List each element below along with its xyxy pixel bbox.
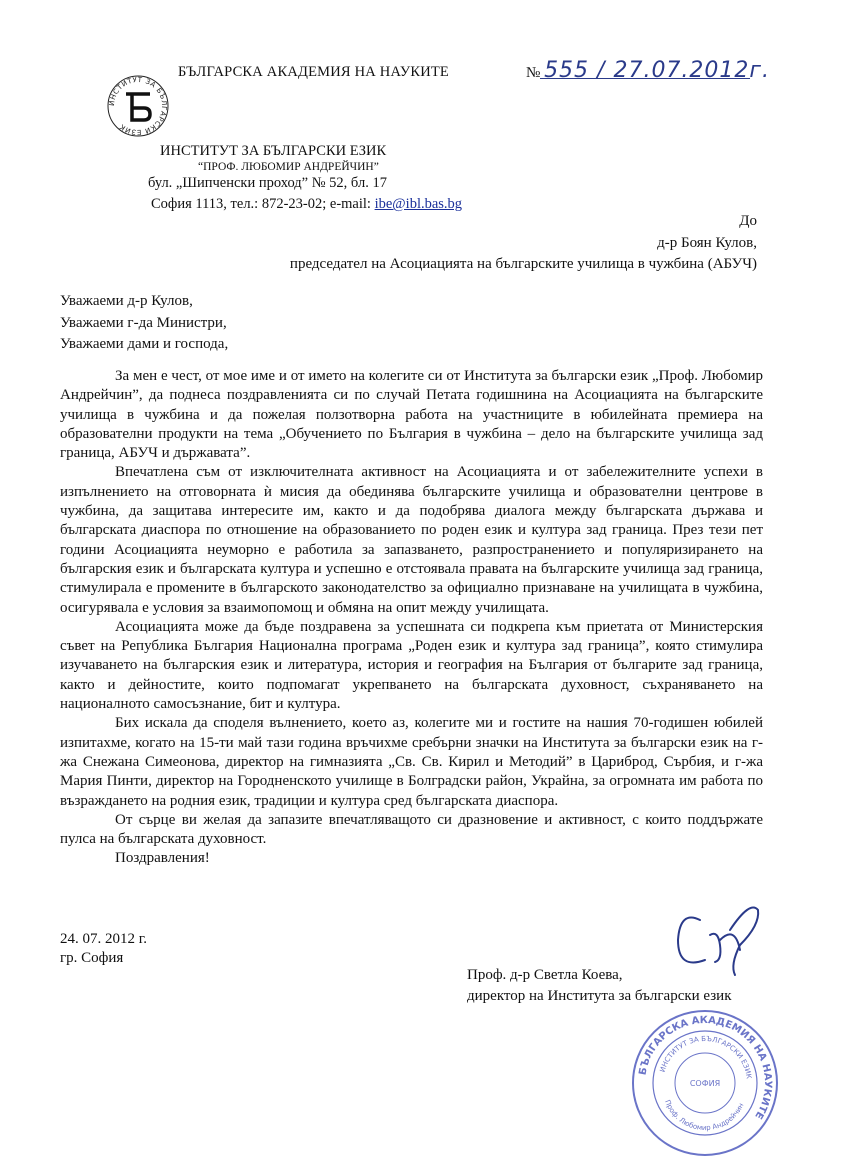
registration-prefix: № bbox=[526, 65, 541, 81]
body-paragraph: Асоциацията може да бъде поздравена за успешната си подкрепа към приетата от Министерския съвет на Република България Национална програма „Роден език и култура зад граница”, която стимулира изучаването на българския език и литература, история и география на България от българите зад граница, както и дейностите, които подпомагат укрепването на българската духовност, съхраняването на националното самосъзнание, бит и култура. bbox=[60, 618, 763, 713]
signer-name: Проф. д-р Светла Коева, bbox=[467, 967, 623, 983]
registration-handwritten: 555 / 27.07.2012г. bbox=[544, 58, 770, 83]
handwritten-signature bbox=[660, 890, 770, 990]
recipient-to: До bbox=[739, 213, 757, 229]
address-line: бул. „Шипченски проход” № 52, бл. 17 bbox=[148, 175, 387, 191]
greeting-line: Уважаеми г-да Министри, bbox=[60, 315, 227, 331]
body-paragraph: Поздравления! bbox=[115, 850, 210, 867]
stamp-center-text: СОФИЯ bbox=[689, 1079, 721, 1088]
registration-underline bbox=[540, 78, 750, 79]
body-paragraph: Бих искала да споделя вълнението, което аз, колегите ми и гостите на нашия 70-годишен юбилей изпитахме, когато на 15-ти май тази година връчихме сребърни значки на Института за български език на г-жа Снежана Симеонова, директор на гимназията „Св. Св. Кирил и Методий” в Цариброд, Сърбия, и г-жа Мария Пинти, директор на Городненското училище в Болградски район, Украйна, за огромната им работа по възраждането на родния език, традиции и култура сред българската диаспора. bbox=[60, 715, 763, 809]
letter-body bbox=[60, 367, 763, 869]
institute-subtitle: “ПРОФ. ЛЮБОМИР АНДРЕЙЧИН” bbox=[198, 161, 379, 173]
official-stamp bbox=[630, 1008, 780, 1158]
contact-line bbox=[151, 196, 462, 213]
registration-number bbox=[526, 58, 770, 83]
body-paragraph: Впечатлена съм от изключителната активност на Асоциацията и от забележителните успехи в изпълнението на отговорната ѝ мисия да обединява българските училища и образователни центрове в чужбина, да защитава интересите им, както и да подобрява диалога между българската държава и българската диаспора по отношение на образованието по роден език и култура зад граница. През тези пет години Асоциацията неуморно е работила за запазването, разпространението и популяризирането на българския език и българската култура и успешно е отстоявала правата на българските училища зад граница, стимулирала е промените в българското законодателство за официално признаване на училищата в чужбина, осигурявала е условия за взаимопомощ и обмяна на опит между училищата. bbox=[60, 464, 763, 616]
signer-title: директор на Института за български език bbox=[467, 988, 732, 1004]
stamp-inner-text: ИНСТИТУТ ЗА БЪЛГАРСКИ ЕЗИК bbox=[658, 1034, 753, 1080]
contact-prefix: София 1113, тел.: 872-23-02; e-mail: bbox=[151, 196, 375, 212]
academy-name: БЪЛГАРСКА АКАДЕМИЯ НА НАУКИТЕ bbox=[178, 64, 449, 80]
letter-date: 24. 07. 2012 г. bbox=[60, 931, 147, 947]
email-link[interactable]: ibe@ibl.bas.bg bbox=[374, 196, 463, 212]
body-paragraph: За мен е чест, от мое име и от името на колегите си от Института за български език „Проф. Любомир Андрейчин”, да поднеса поздравленията си по случай Петата годишнина на Асоциацията на българските училища в чужбина и да пожелая ползотворна работа на участниците в юбилейната премиера на образователни продукти на тема „Обучението по България в чужбина – дело на българските училища зад граница, АБУЧ и държавата”. bbox=[60, 368, 763, 462]
institute-name: ИНСТИТУТ ЗА БЪЛГАРСКИ ЕЗИК bbox=[160, 143, 387, 159]
stamp-ring-text: БЪЛГАРСКА АКАДЕМИЯ НА НАУКИТЕ bbox=[637, 1014, 774, 1121]
greeting-line: Уважаеми д-р Кулов, bbox=[60, 293, 193, 309]
letter-city: гр. София bbox=[60, 950, 124, 966]
body-paragraph: От сърце ви желая да запазите впечатляващото си дразновение и активност, с които поддържате пулса на българската духовност. bbox=[60, 811, 763, 848]
institute-logo bbox=[106, 74, 170, 138]
stamp-bottom-text: Проф. Любомир Андрейчин bbox=[663, 1098, 746, 1133]
recipient-title: председател на Асоциацията на българските училища в чужбина (АБУЧ) bbox=[289, 256, 757, 272]
recipient-name: д-р Боян Кулов, bbox=[657, 235, 757, 251]
greeting-line: Уважаеми дами и господа, bbox=[60, 336, 229, 352]
logo-ring-text: ИНСТИТУТ ЗА БЪЛГАРСКИ ЕЗИК bbox=[107, 75, 169, 137]
